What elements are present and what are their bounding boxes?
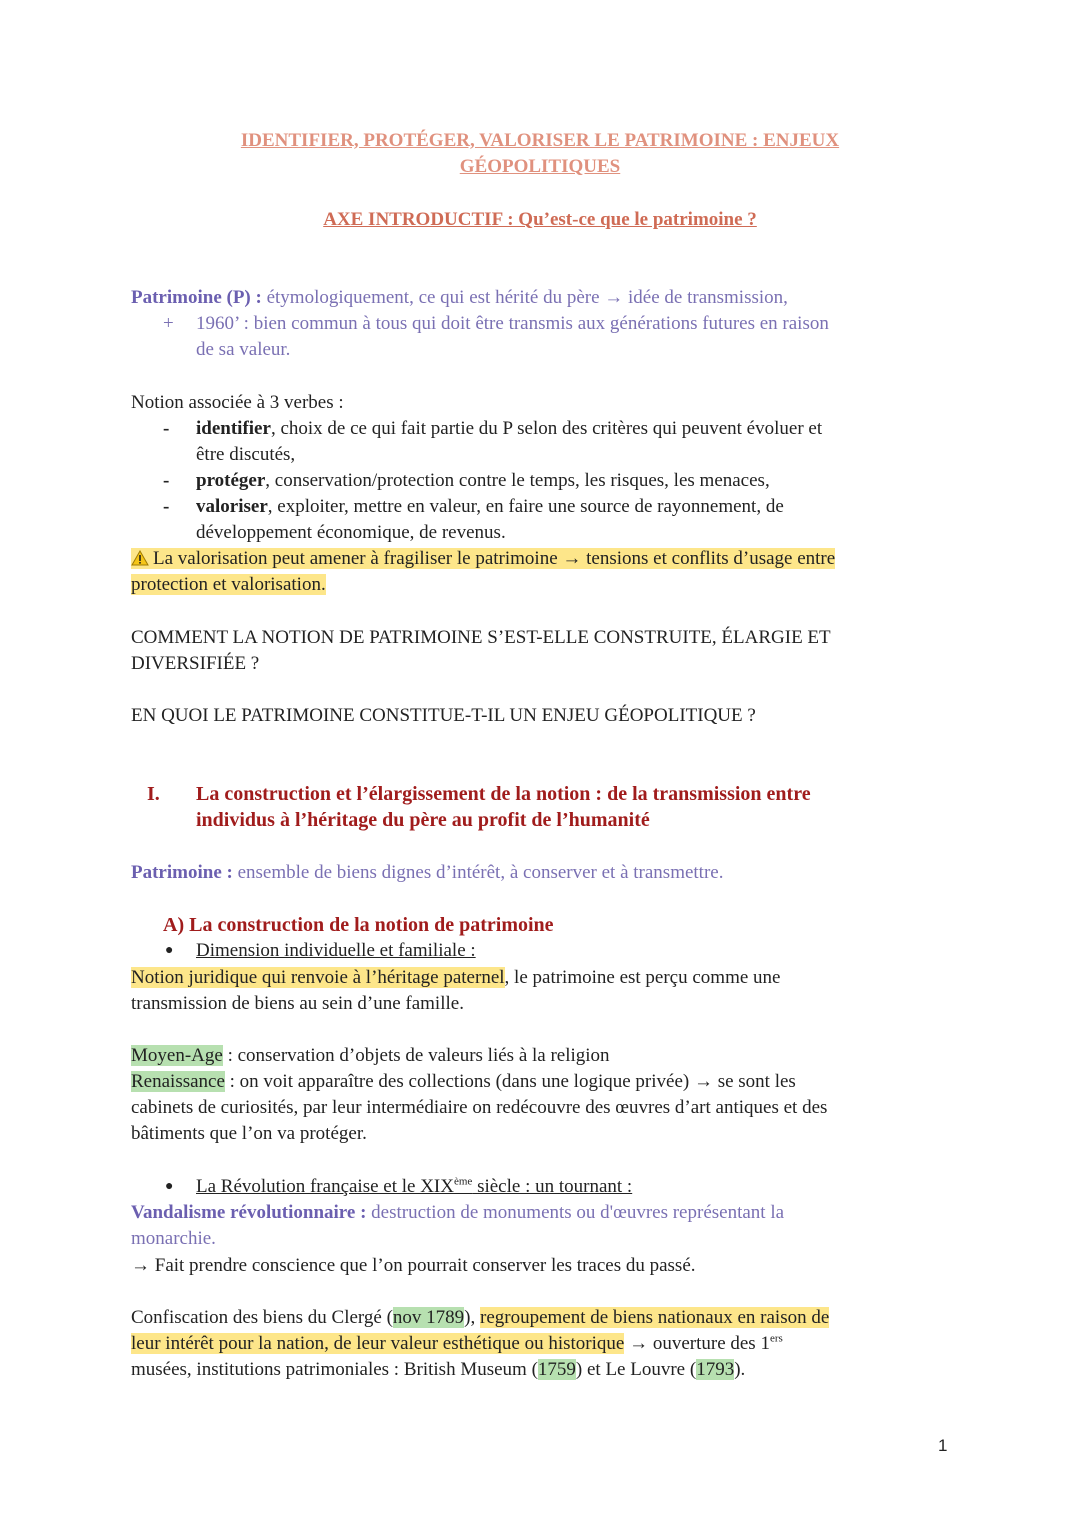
- verb-desc: , choix de ce qui fait partie du P selon des critères qui peuvent évoluer et: [270, 418, 823, 439]
- dash-marker: -: [163, 470, 170, 491]
- doc-title-line1: IDENTIFIER, PROTÉGER, VALORISER LE PATRIMOINE : ENJEUX: [240, 130, 840, 151]
- verb-term: identifier: [196, 418, 271, 439]
- moyen-age-term: Moyen-Age: [131, 1045, 223, 1066]
- section-def-text: ensemble de biens dignes d’intérêt, à conserver et à transmettre.: [237, 862, 724, 883]
- sub-heading-1: Dimension individuelle et familiale :: [196, 940, 476, 961]
- plus-marker: +: [163, 313, 174, 334]
- british-museum-date: 1759: [537, 1359, 576, 1380]
- definition-line: [131, 285, 788, 311]
- conf-text: musées, institutions patrimoniales : British Museum (: [131, 1359, 538, 1380]
- conf-date: nov 1789: [392, 1307, 465, 1328]
- paragraph-1-line1: [131, 965, 780, 991]
- verb-desc: , conservation/protection contre le temps, les risques, les menaces,: [265, 470, 770, 491]
- warning-text: La valorisation peut amener à fragiliser le patrimoine → tensions et conflits d’usage entre: [153, 548, 836, 569]
- verb-desc: , exploiter, mettre en valeur, en faire une source de rayonnement, de: [267, 496, 784, 517]
- warning-icon: [131, 550, 149, 566]
- conf-highlight: leur intérêt pour la nation, de leur valeur esthétique ou historique: [131, 1333, 625, 1354]
- renaissance-line2: cabinets de curiosités, par leur intermédiaire on redécouvre des œuvres d’art antiques et des: [131, 1097, 828, 1118]
- conf-text: ),: [464, 1307, 480, 1328]
- conf-highlight: regroupement de biens nationaux en raison de: [480, 1307, 830, 1328]
- sub-heading-2-a: La Révolution française et le XIX: [196, 1176, 454, 1197]
- definition-text: étymologiquement, ce qui est hérité du père → idée de transmission,: [266, 287, 788, 308]
- bullet-marker: ●: [165, 1179, 174, 1194]
- renaissance-line: [131, 1069, 796, 1095]
- conf-sup: ers: [769, 1332, 783, 1345]
- vandalisme-line: [131, 1200, 784, 1226]
- warning-text-2: protection et valorisation.: [131, 574, 326, 595]
- vandalisme-text: destruction de monuments ou d'œuvres représentant la: [366, 1202, 785, 1223]
- sub-heading-2-sup: ème: [453, 1175, 473, 1188]
- axe-title: AXE INTRODUCTIF : Qu’est-ce que le patrimoine ?: [323, 209, 757, 230]
- verbs-intro: Notion associée à 3 verbes :: [131, 392, 344, 413]
- warning-line1: [131, 546, 835, 572]
- renaissance-term: Renaissance: [131, 1071, 225, 1092]
- conf-text: Confiscation des biens du Clergé (: [131, 1307, 393, 1328]
- vandalisme-term: Vandalisme révolutionnaire :: [131, 1202, 367, 1223]
- definition-plus-line1: 1960’ : bien commun à tous qui doit être transmis aux générations futures en raison: [196, 313, 829, 334]
- section-definition: [131, 860, 723, 886]
- paragraph-1-line2: transmission de biens au sein d’une famille.: [131, 993, 464, 1014]
- verb-identifier: [196, 416, 822, 442]
- verb-term: protéger: [196, 470, 266, 491]
- dash-marker: -: [163, 496, 170, 517]
- section-title-line1: La construction et l’élargissement de la notion : de la transmission entre: [196, 783, 811, 805]
- confiscation-line3: [131, 1357, 745, 1383]
- renaissance-line3: bâtiments que l’on va protéger.: [131, 1123, 367, 1144]
- arrow-line: → Fait prendre conscience que l’on pourrait conserver les traces du passé.: [131, 1255, 696, 1276]
- question-1-line1: COMMENT LA NOTION DE PATRIMOINE S’EST-ELLE CONSTRUITE, ÉLARGIE ET: [131, 627, 831, 648]
- warning-line2: [131, 572, 326, 598]
- louvre-date: 1793: [696, 1359, 735, 1380]
- section-title-line2: individus à l’héritage du père au profit de l’humanité: [196, 809, 650, 831]
- conf-text: ).: [734, 1359, 746, 1380]
- sub-heading-2: [196, 1174, 632, 1200]
- doc-title-line2: GÉOPOLITIQUES: [459, 156, 621, 177]
- verb-term: valoriser: [196, 496, 268, 517]
- definition-term: Patrimoine (P) :: [131, 287, 262, 308]
- confiscation-line1: [131, 1305, 829, 1331]
- definition-plus-line2: de sa valeur.: [196, 339, 291, 360]
- section-def-term: Patrimoine :: [131, 862, 233, 883]
- subsection-a-title: A) La construction de la notion de patrimoine: [163, 914, 554, 936]
- page-number: 1: [938, 1436, 948, 1455]
- moyen-age-text: : conservation d’objets de valeurs liés à la religion: [222, 1045, 610, 1066]
- conf-text: ) et Le Louvre (: [575, 1359, 697, 1380]
- question-2: EN QUOI LE PATRIMOINE CONSTITUE-T-IL UN ENJEU GÉOPOLITIQUE ?: [131, 705, 756, 726]
- confiscation-line2: [131, 1331, 783, 1357]
- bullet-marker: ●: [165, 943, 174, 958]
- question-1-line2: DIVERSIFIÉE ?: [131, 653, 260, 674]
- highlight-text: Notion juridique qui renvoie à l’héritage paternel: [131, 967, 505, 988]
- section-number: I.: [147, 783, 160, 805]
- verb-proteger: [196, 468, 770, 494]
- moyen-age-line: [131, 1043, 610, 1069]
- conf-text: → ouverture des 1: [624, 1333, 770, 1354]
- verb-valoriser-line2: développement économique, de revenus.: [196, 522, 506, 543]
- plain-text: , le patrimoine est perçu comme une: [504, 967, 781, 988]
- dash-marker: -: [163, 418, 170, 439]
- verb-identifier-line2: être discutés,: [196, 444, 296, 465]
- vandalisme-line2: monarchie.: [131, 1228, 216, 1249]
- verb-valoriser: [196, 494, 784, 520]
- sub-heading-2-b: siècle : un tournant :: [472, 1176, 633, 1197]
- renaissance-text: : on voit apparaître des collections (dans une logique privée) → se sont les: [224, 1071, 796, 1092]
